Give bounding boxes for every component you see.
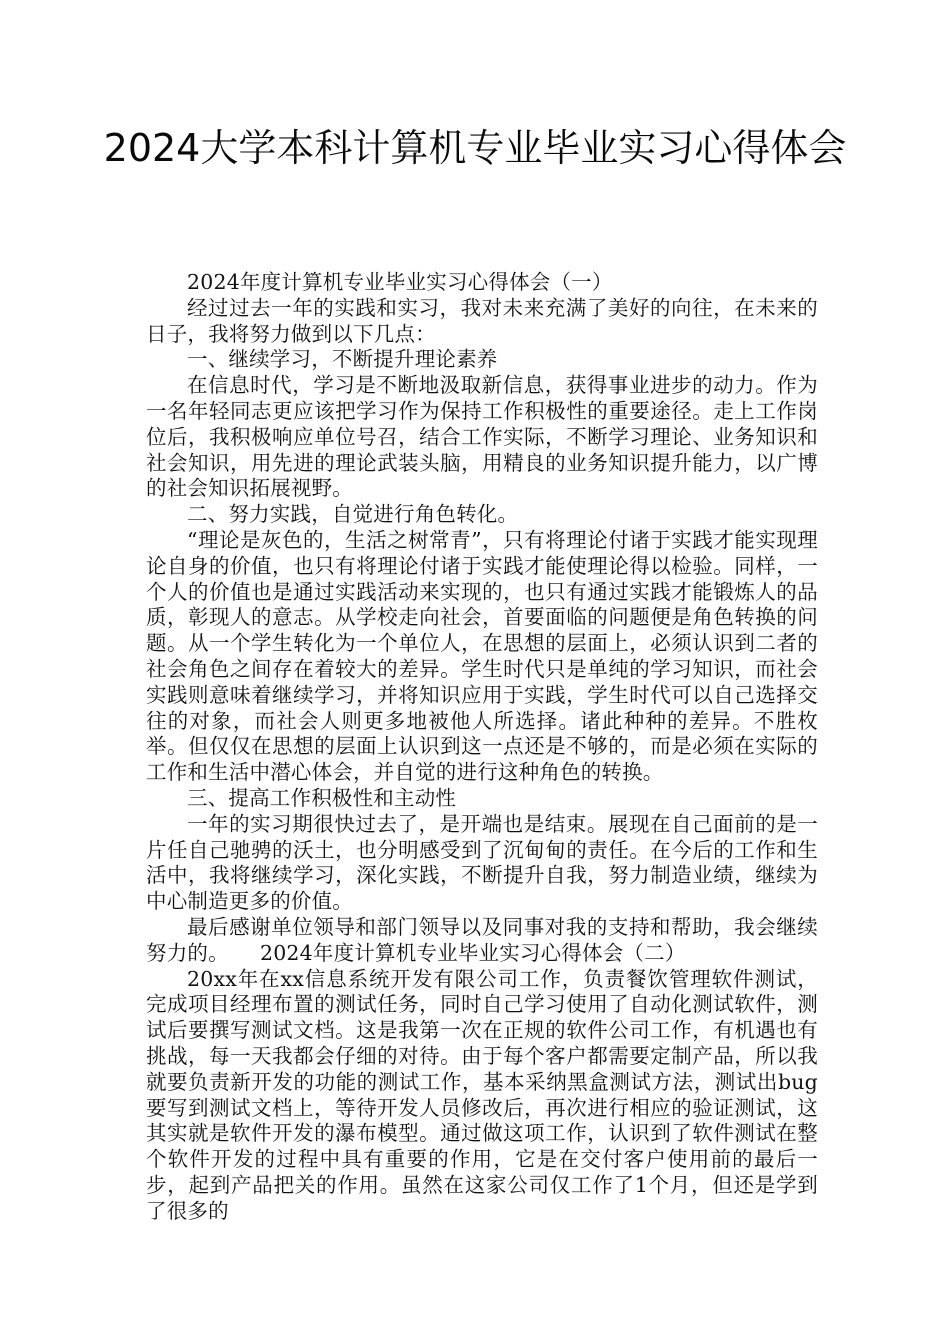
paragraph: 20xx年在xx信息系统开发有限公司工作，负责餐饮管理软件测试，完成项目经理布置的测试任务，同时自己学习使用了自动化测试软件，测试后要撰写测试文档。这是我第一次在正规的软件公司工作，有机遇也有挑战，每一天我都会仔细的对待。由于每个客户都需要定制产品，所以我就要负责新开发的功能的测试工作，基本采纳黑盒测试方法，测试出bug要写到测试文档上，等待开发人员修改后，再次进行相应的验证测试，这其实就是软件开发的瀑布模型。通过做这项工作，认识到了软件测试在整个软件开发的过程中具有重要的作用，它是在交付客户使用前的最后一步，起到产品把关的作用。虽然在这家公司仅工作了1个月，但还是学到了很多的 — [146, 966, 818, 1223]
paragraph: 最后感谢单位领导和部门领导以及同事对我的支持和帮助，我会继续努力的。 2024年度计算机专业毕业实习心得体会（二） — [146, 914, 818, 965]
section-heading: 2024年度计算机专业毕业实习心得体会（一） — [187, 270, 613, 294]
paragraph: “理论是灰色的，生活之树常青”，只有将理论付诸于实践才能实现理论自身的价值，也只有将理论付诸于实践才能使理论得以检验。同样，一个人的价值也是通过实践活动来实现的，也只有通过实践才能锻炼人的品质，彰现人的意志。从学校走向社会，首要面临的问题便是角色转换的问题。从一个学生转化为一个单位人，在思想的层面上，必须认识到二者的社会角色之间存在着较大的差异。学生时代只是单纯的学习知识，而社会实践则意味着继续学习，并将知识应用于实践，学生时代可以自己选择交往的对象，而社会人则更多地被他人所选择。诸此种种的差异。不胜枚举。但仅仅在思想的层面上认识到这一点还是不够的，而是必须在实际的工作和生活中潜心体会，并自觉的进行这种角色的转换。 — [146, 527, 818, 785]
paragraph: 一年的实习期很快过去了，是开端也是结束。展现在自己面前的是一片任自己驰骋的沃土，也分明感受到了沉甸甸的责任。在今后的工作和生活中，我将继续学习，深化实践，不断提升自我，努力制造业绩，继续为中心制造更多的价值。 — [146, 811, 818, 914]
document-body — [146, 270, 818, 1224]
paragraph: 在信息时代，学习是不断地汲取新信息，获得事业进步的动力。作为一名年轻同志更应该把学习作为保持工作积极性的重要途径。走上工作岗位后，我积极响应单位号召，结合工作实际，不断学习理论、业务知识和社会知识，用先进的理论武装头脑，用精良的业务知识提升能力，以广博的社会知识拓展视野。 — [146, 373, 818, 501]
paragraph-heading: 三、提高工作积极性和主动性 — [187, 785, 457, 810]
paragraph-heading: 一、继续学习，不断提升理论素养 — [187, 347, 498, 372]
paragraph: 经过过去一年的实践和实习，我对未来充满了美好的向往，在未来的日子，我将努力做到以下几点： — [146, 295, 818, 346]
paragraph-heading: 二、努力实践，自觉进行角色转化。 — [187, 502, 519, 527]
document-title: 2024大学本科计算机专业毕业实习心得体会 — [103, 126, 847, 170]
